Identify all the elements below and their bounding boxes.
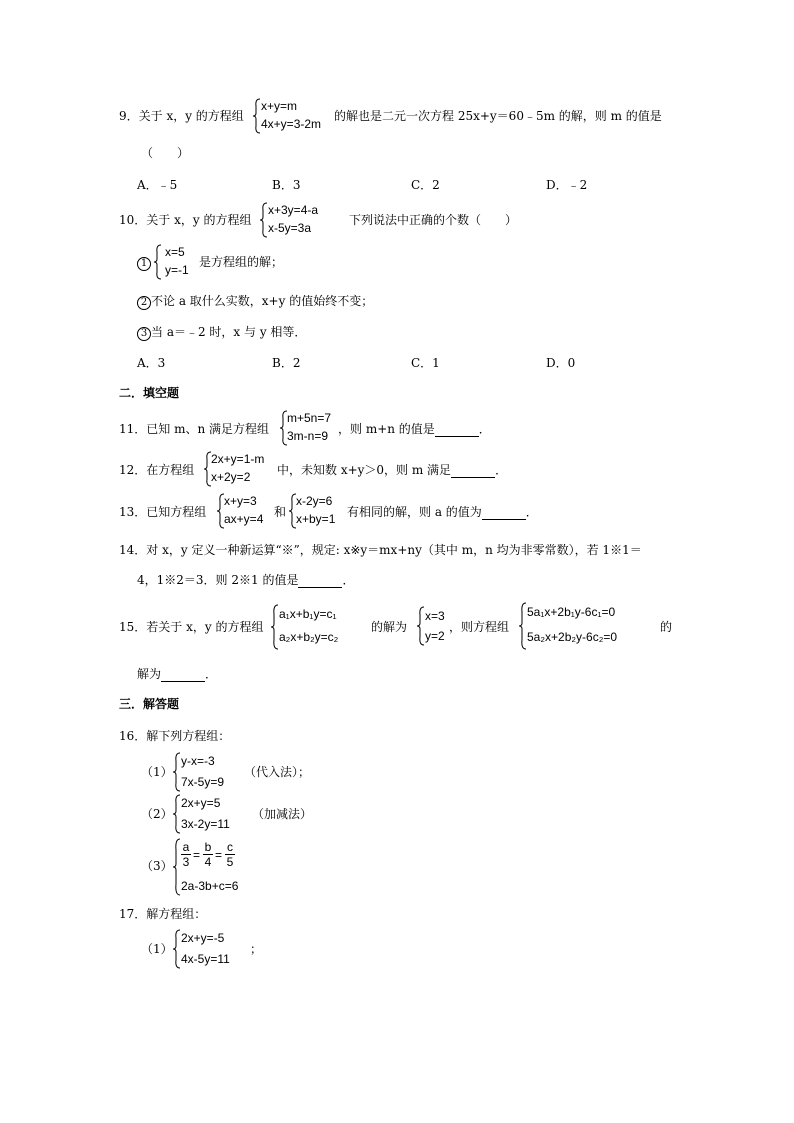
q9-paren: （ ） xyxy=(141,146,190,160)
q10-option-c: C．1 xyxy=(411,356,440,370)
q11-answer-blank[interactable] xyxy=(435,425,479,437)
q13-stem-cont: 有相同的解，则 a 的值为 ． xyxy=(347,505,538,519)
q16-p3-frac-a: $\frac{a}{3}$ xyxy=(182,840,190,869)
q13-a-eq2: ax+y=4 xyxy=(224,512,264,526)
q9-system xyxy=(252,98,342,134)
q10-s3-text: 当 a＝﹣2 时，x 与 y 相等． xyxy=(151,325,307,339)
q13-system-a xyxy=(216,493,276,529)
q14-line2: 4，1※2＝3．则 2※1 的值是 ． xyxy=(137,573,355,587)
q11-stem-cont: ，则 m+n 的值是 ． xyxy=(338,422,491,436)
q9-stem: 9．关于 x，y 的方程组 xyxy=(119,109,244,123)
q15-solution-label: 的解为 xyxy=(371,620,408,634)
q16-p1-num: （1） xyxy=(141,765,173,779)
q11-stem: 11．已知 m、n 满足方程组 xyxy=(119,422,270,436)
q14-line1: 14．对 x，y 定义一种新运算“※”，规定: x※y＝mx+ny（其中 m，n 均为非零常数），若 1※1＝ xyxy=(119,543,642,557)
q16-p3-eq2: 2a-3b+c=6 xyxy=(181,879,239,893)
q12-system xyxy=(203,451,283,487)
q16-p3-equals-1: = xyxy=(193,848,201,862)
q10-s1-eq2: y=-1 xyxy=(165,263,189,277)
q16-p1-note: （代入法）； xyxy=(244,765,311,779)
q16-p1-eq2: 7x-5y=9 xyxy=(181,775,225,789)
q10-stem-cont: 下列说法中正确的个数（ ） xyxy=(349,213,518,227)
q9-eq1: x+y=m xyxy=(261,99,298,113)
q15-s-eq2: y=2 xyxy=(425,629,445,643)
q16-p1-system xyxy=(172,752,247,792)
section-fill-blank-heading: 二．填空题 xyxy=(119,386,180,400)
q10-stem: 10．关于 x，y 的方程组 xyxy=(119,213,252,227)
q17-title: 17．解方程组： xyxy=(119,907,207,921)
q10-s1-eq1: x=5 xyxy=(165,245,185,259)
q17-p1-num: （1） xyxy=(141,942,173,956)
q10-s2-text: 不论 a 取什么实数，x+y 的值始终不变； xyxy=(151,294,374,308)
q16-p2-num: （2） xyxy=(141,807,173,821)
q16-p3-frac-b: $\frac{b}{4}$ xyxy=(204,840,212,869)
q17-p1-eq1: 2x+y=-5 xyxy=(181,931,225,945)
q10-statement-1-text: 是方程组的解； xyxy=(199,255,284,269)
q10-system xyxy=(259,202,349,238)
q13-stem: 13．已知方程组 xyxy=(119,505,207,519)
q10-eq1: x+3y=4-a xyxy=(268,203,319,217)
q14-answer-blank[interactable] xyxy=(298,576,342,588)
q17-p1-end: ； xyxy=(250,942,263,956)
q12-answer-blank[interactable] xyxy=(451,466,495,478)
q13-a-eq1: x+y=3 xyxy=(224,494,257,508)
section-solve-heading: 三．解答题 xyxy=(119,697,180,711)
q10-statement-1-system xyxy=(153,244,203,280)
q10-option-b: B．2 xyxy=(272,356,301,370)
q9-option-b: B．3 xyxy=(272,178,301,192)
q9-option-c: C．2 xyxy=(411,178,440,192)
q13-b-eq2: x+by=1 xyxy=(296,512,336,526)
q12-eq2: x+2y=2 xyxy=(211,470,251,484)
q9-eq2: 4x+y=3-2m xyxy=(261,117,322,131)
q10-option-a: A．3 xyxy=(137,356,166,370)
q10-statement-3 xyxy=(137,324,306,341)
q16-p1-eq1: y-x=-3 xyxy=(181,754,215,768)
q16-p3-system xyxy=(172,838,267,896)
q16-p2-system xyxy=(172,794,252,834)
q12-stem-cont: 中，未知数 x+y＞0，则 m 满足 ． xyxy=(277,463,508,477)
q16-p2-eq2: 3x-2y=11 xyxy=(181,817,230,831)
q15-stem: 15．若关于 x，y 的方程组 xyxy=(119,620,264,634)
q10-s3-num: 3 xyxy=(137,327,151,341)
q15-system-2 xyxy=(518,602,668,650)
q9-stem-cont: 的解也是二元一次方程 25x+y＝60﹣5m 的解，则 m 的值是 xyxy=(334,109,662,123)
q10-eq2: x-5y=3a xyxy=(268,221,312,235)
brace-icon xyxy=(153,244,163,280)
q12-eq1: 2x+y=1-m xyxy=(211,452,265,466)
q13-b-eq1: x-2y=6 xyxy=(296,494,333,508)
q15-stem-end: 的 xyxy=(660,620,673,634)
q16-p2-note: （加减法） xyxy=(252,807,313,821)
q12-stem: 12．在方程组 xyxy=(119,463,195,477)
q11-eq2: 3m-n=9 xyxy=(287,429,329,443)
q9-option-a: A．﹣5 xyxy=(137,178,178,192)
q15-eq2: a₂x+b₂y=c₂ xyxy=(279,630,339,644)
q15-then-label: ，则方程组 xyxy=(449,620,510,634)
q17-p1-system xyxy=(172,929,252,969)
q15-answer-blank[interactable] xyxy=(161,670,205,682)
q10-option-d: D．0 xyxy=(546,356,576,370)
q16-p2-eq1: 2x+y=5 xyxy=(181,796,221,810)
q15-t-eq2: 5a₂x+2b₂y-6c₂=0 xyxy=(527,630,618,644)
q16-title: 16．解下列方程组： xyxy=(119,729,231,743)
q10-statement-2 xyxy=(137,293,373,310)
q15-line2: 解为 ． xyxy=(137,667,218,681)
q10-s2-num: 2 xyxy=(137,296,151,310)
q13-system-b xyxy=(288,493,348,529)
q11-eq1: m+5n=7 xyxy=(287,411,332,425)
q10-statement-1-num: 1 xyxy=(137,254,151,271)
q15-t-eq1: 5a₁x+2b₁y-6c₁=0 xyxy=(527,605,616,619)
q15-eq1: a₁x+b₁y=c₁ xyxy=(279,607,337,621)
q13-answer-blank[interactable] xyxy=(482,508,526,520)
q17-p1-eq2: 4x-5y=11 xyxy=(181,952,230,966)
q9-option-d: D．﹣2 xyxy=(546,178,588,192)
q13-and: 和 xyxy=(274,505,287,519)
q16-p3-frac-c: $\frac{c}{5}$ xyxy=(226,840,234,869)
q15-system-1 xyxy=(270,604,380,650)
q16-p3-num: （3） xyxy=(141,859,173,873)
q15-s-eq1: x=3 xyxy=(425,609,445,623)
q16-p3-equals-2: = xyxy=(215,848,223,862)
